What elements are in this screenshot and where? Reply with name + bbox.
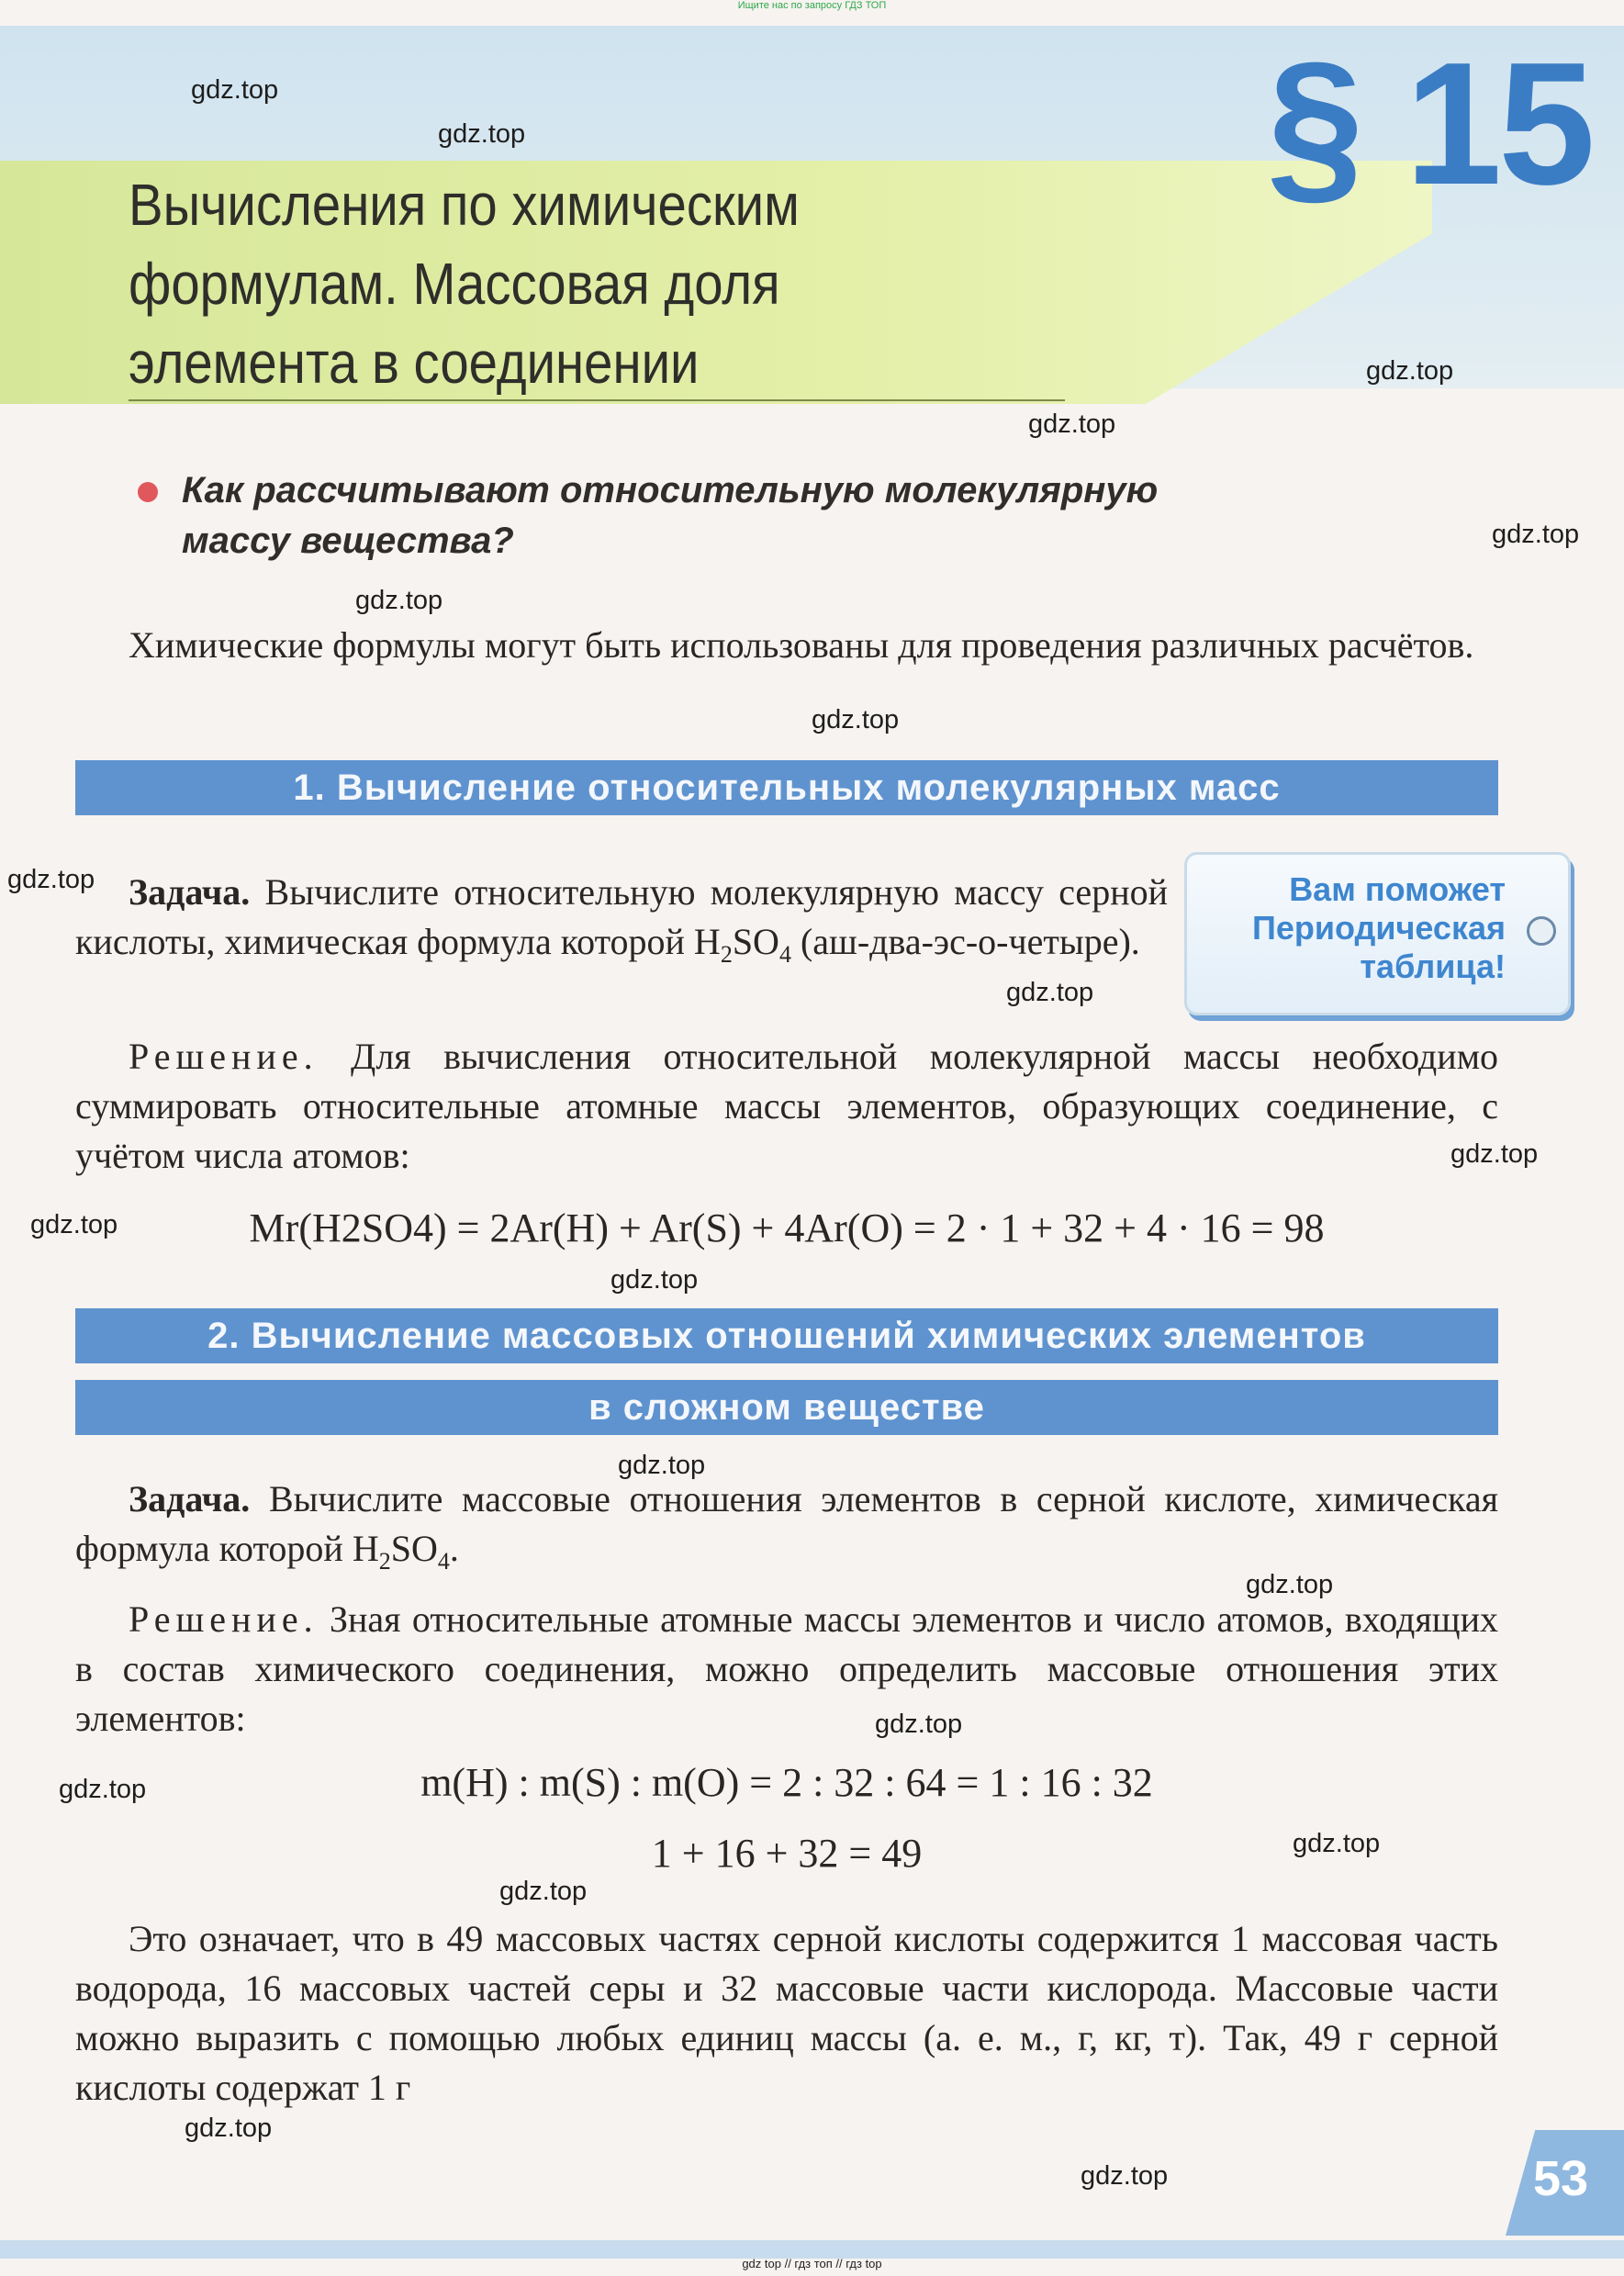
hint-line: Периодическая — [1251, 909, 1506, 947]
task-1 — [75, 868, 1168, 980]
question-line: Как рассчитывают относительную молекулярную — [182, 470, 1159, 510]
watermark[interactable]: gdz.top — [1246, 1570, 1334, 1599]
watermark[interactable]: gdz.top — [7, 865, 95, 894]
question-line: массу вещества? — [182, 521, 514, 561]
title-divider — [129, 399, 1065, 401]
formula-sum: 1 + 16 + 32 = 49 — [651, 1831, 923, 1876]
title-line: элемента в соединении — [129, 330, 700, 396]
page-title — [129, 165, 977, 402]
bottom-band — [0, 2240, 1624, 2259]
watermark[interactable]: gdz.top — [59, 1775, 147, 1804]
bullet-dot-icon — [138, 482, 158, 502]
title-line: Вычисления по химическим — [129, 172, 800, 238]
task-text: SO — [732, 921, 779, 962]
intro-paragraph: Химические формулы могут быть использованы для проведения различных расчётов. — [129, 624, 1474, 666]
title-line: формулам. Массовая доля — [129, 251, 780, 317]
solution-label: Решение. — [129, 1598, 319, 1640]
watermark[interactable]: gdz.top — [185, 2113, 273, 2143]
watermark[interactable]: gdz.top — [438, 119, 526, 149]
tablet-button-icon — [1527, 916, 1556, 946]
watermark[interactable]: gdz.top — [1293, 1829, 1381, 1858]
page-number: 53 — [1533, 2151, 1589, 2206]
task-text: Вычислите относительную молекулярную массу серной кислоты, химическая формула которой H — [75, 871, 1168, 962]
task-text: Вычислите массовые отношения элементов в серной кислоте, химическая формула которой H — [75, 1478, 1499, 1569]
watermark[interactable]: gdz.top — [1366, 356, 1454, 386]
formula-molar-mass: Mr(H2SO4) = 2Ar(H) + Ar(S) + 4Ar(O) = 2 · 1 + 32 + 4 · 16 = 98 — [249, 1205, 1325, 1250]
watermark[interactable]: gdz.top — [1081, 2161, 1169, 2191]
watermark[interactable]: gdz.top — [1028, 409, 1116, 439]
subscript: 2 — [378, 1548, 391, 1575]
hint-line: Вам поможет — [1289, 870, 1506, 908]
task-label: Задача. — [129, 1478, 251, 1519]
watermark[interactable]: gdz.top — [499, 1877, 588, 1906]
solution-text: Зная относительные атомные массы элементов и число атомов, входящих в состав химического соединения, можно определить массовые отношения этих элементов: — [75, 1598, 1499, 1739]
watermark[interactable]: gdz.top — [812, 705, 900, 734]
task-text: (аш-два-эс-о-четыре). — [800, 921, 1140, 962]
solution-2 — [75, 1595, 1498, 1743]
watermark[interactable]: gdz.top — [191, 75, 279, 105]
watermark[interactable]: gdz.top — [610, 1265, 699, 1295]
section-heading-2-continued: в сложном веществе — [75, 1380, 1498, 1435]
hint-text — [1203, 870, 1506, 986]
watermark[interactable]: gdz.top — [1492, 520, 1580, 549]
paragraph-number: § 15 — [1267, 27, 1592, 221]
solution-1 — [75, 1032, 1498, 1181]
section-heading-1: 1. Вычисление относительных молекулярных масс — [75, 760, 1498, 815]
task-label: Задача. — [129, 871, 251, 913]
task-text: SO — [390, 1528, 438, 1569]
watermark[interactable]: gdz.top — [30, 1210, 118, 1239]
solution-label: Решение. — [129, 1036, 319, 1077]
watermark[interactable]: gdz.top — [1450, 1139, 1539, 1169]
hint-line: таблица! — [1360, 947, 1506, 985]
solution-text: Для вычисления относительной молекулярной массы необходимо суммировать относительные атомные массы элементов, образующих соединение, с учётом числа атомов: — [75, 1036, 1499, 1176]
conclusion-paragraph: Это означает, что в 49 массовых частях серной кислоты содержится 1 массовая часть водорода, 16 массовых частей серы и 32 массовые части кислорода. Массовые части можно выразить с помощью любых единиц массы (а. е. м., г, кг, т). Так, 49 г серной кислоты содержат 1 г — [75, 1918, 1498, 2108]
watermark[interactable]: gdz.top — [618, 1451, 706, 1480]
subscript: 4 — [778, 941, 791, 968]
top-banner[interactable]: Ищите нас по запросу ГДЗ ТОП — [737, 0, 887, 11]
task-text: . — [449, 1528, 459, 1569]
subscript: 4 — [437, 1548, 450, 1575]
bottom-link[interactable]: gdz top // гдз топ // гдз top — [742, 2257, 882, 2270]
watermark[interactable]: gdz.top — [1006, 978, 1094, 1007]
formula-mass-ratio: m(H) : m(S) : m(O) = 2 : 32 : 64 = 1 : 16 : 32 — [420, 1760, 1153, 1805]
subscript: 2 — [720, 941, 733, 968]
watermark[interactable]: gdz.top — [355, 586, 443, 615]
section-heading-2: 2. Вычисление массовых отношений химических элементов — [75, 1308, 1498, 1363]
key-question — [182, 465, 1283, 566]
watermark[interactable]: gdz.top — [875, 1710, 963, 1739]
